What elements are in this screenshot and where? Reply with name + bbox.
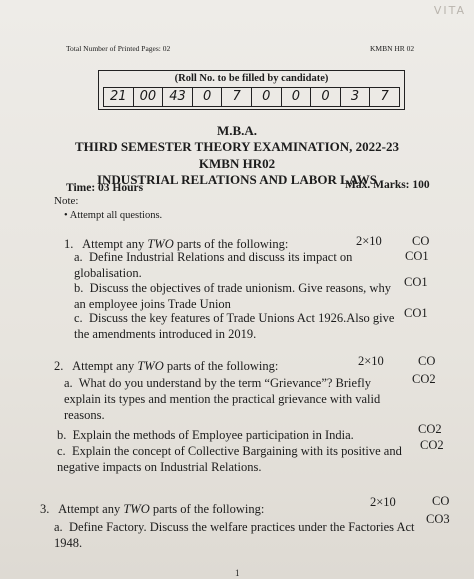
- roll-digit-cell: 7: [380, 89, 389, 104]
- exam-title: THIRD SEMESTER THEORY EXAMINATION, 2022-23: [75, 139, 399, 154]
- q1-part-c-co: CO1: [404, 306, 428, 320]
- roll-digit-cell: 0: [252, 88, 282, 106]
- paper-code-top: KMBN HR 02: [370, 44, 415, 53]
- subject-name: INDUSTRIAL RELATIONS AND LABOR LAWS: [96, 172, 378, 187]
- program-title: M.B.A.: [216, 123, 258, 138]
- q2-part-a: a. What do you understand by the term “Grievance”? Briefly explain its types and mention the practical grievance with valid reasons.: [64, 376, 381, 422]
- note-label: Note:: [54, 195, 79, 207]
- q3-part-a-co: CO3: [426, 512, 450, 526]
- question-1-co-header: CO: [412, 234, 430, 248]
- roll-digit-cell: 0: [193, 88, 223, 106]
- q1-part-a-co: CO1: [405, 249, 429, 263]
- q1-part-b-co: CO1: [404, 275, 428, 289]
- roll-digit-cell: 0: [311, 88, 341, 106]
- q2-part-a-co: CO2: [412, 372, 436, 386]
- question-1-marks: 2×10: [356, 234, 382, 248]
- roll-digit-cell: 21: [104, 88, 134, 106]
- roll-digit-cell: 7: [222, 88, 252, 106]
- q3-part-a: a. Define Factory. Discuss the welfare practices under the Factories Act 1948.: [54, 520, 415, 550]
- roll-number-grid: [103, 87, 400, 107]
- question-2: 2. Attempt any TWO parts of the following:: [54, 359, 279, 373]
- page-number: 1: [235, 568, 240, 578]
- watermark: VITA: [433, 4, 466, 17]
- q2-part-b-co: CO2: [418, 422, 442, 436]
- q1-part-c: c. Discuss the key features of Trade Unions Act 1926.Also give the amendments introduced in 2019.: [74, 311, 395, 341]
- question-3-co-header: CO: [432, 494, 450, 508]
- q2-part-c: c. Explain the concept of Collective Bargaining with its positive and negative impacts on Industrial Relations.: [57, 444, 402, 474]
- bullet-icon: •: [64, 210, 68, 221]
- instruction: [64, 210, 162, 221]
- subject-code: KMBN HR02: [198, 156, 276, 171]
- q1-part-b: b. Discuss the objectives of trade unionism. Give reasons, why an employee joins Trade Union: [74, 281, 391, 311]
- roll-digit-cell: 43: [163, 88, 193, 106]
- printed-pages-note: Total Number of Printed Pages: 02: [66, 44, 171, 53]
- question-2-co-header: CO: [418, 354, 436, 368]
- roll-digit-cell: 3: [341, 88, 371, 106]
- q2-part-b: b. Explain the methods of Employee participation in India.: [57, 428, 354, 442]
- question-2-marks: 2×10: [358, 354, 384, 368]
- time-label: Time: 03 Hours: [66, 182, 144, 194]
- q1-part-a: a. Define Industrial Relations and discuss its impact on globalisation.: [74, 250, 353, 280]
- roll-number-label: (Roll No. to be filled by candidate): [174, 73, 329, 84]
- question-3-marks: 2×10: [370, 495, 396, 509]
- question-1: 1. Attempt any TWO parts of the following:: [64, 237, 289, 251]
- roll-digit-cell: 00: [134, 88, 164, 106]
- instruction-text: Attempt all questions.: [69, 210, 163, 221]
- q2-part-c-co: CO2: [420, 438, 444, 452]
- roll-digit-cell: 0: [282, 88, 312, 106]
- question-3: 3. Attempt any TWO parts of the following:: [40, 502, 265, 516]
- roll-number-box: [98, 70, 405, 110]
- max-marks: Max. Marks: 100: [345, 179, 430, 191]
